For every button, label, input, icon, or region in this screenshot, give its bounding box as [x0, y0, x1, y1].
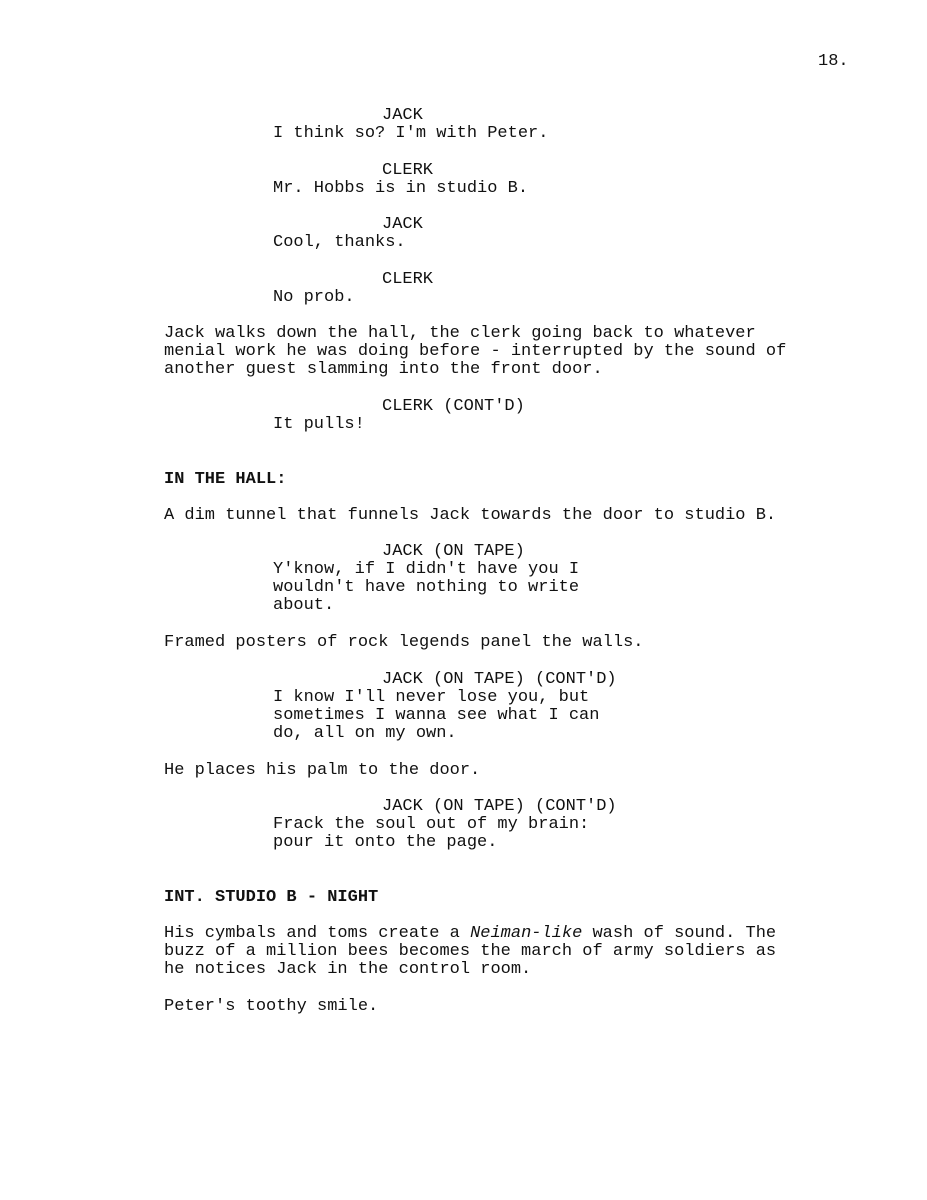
action-text: wash of sound. The buzz of a million bees becomes the march of army soldiers as he notices Jack in the control room. — [164, 924, 777, 980]
action-line: A dim tunnel that funnels Jack towards the door to studio B. — [164, 506, 777, 525]
character-name: JACK — [382, 106, 423, 125]
action-line: Peter's toothy smile. — [164, 997, 379, 1016]
scene-heading: IN THE HALL: — [164, 470, 287, 489]
action-line: Jack walks down the hall, the clerk going back to whatever menial work he was doing before - interrupted by the sound of another guest slamming into the front door. — [164, 324, 787, 380]
character-name: JACK (ON TAPE) (CONT'D) — [382, 797, 617, 816]
page-number: 18. — [818, 52, 849, 71]
dialogue: Frack the soul out of my brain: pour it onto the page. — [273, 815, 590, 853]
action-line — [164, 925, 776, 980]
emphasized-text: Neiman-like — [470, 924, 583, 943]
dialogue: No prob. — [273, 288, 355, 307]
dialogue: It pulls! — [273, 415, 365, 434]
dialogue: Mr. Hobbs is in studio B. — [273, 179, 529, 198]
action-line: Framed posters of rock legends panel the walls. — [164, 633, 644, 652]
dialogue: I think so? I'm with Peter. — [273, 124, 549, 143]
character-name: CLERK — [382, 161, 434, 180]
dialogue: I know I'll never lose you, but sometimes I wanna see what I can do, all on my own. — [273, 688, 600, 744]
character-name: JACK — [382, 215, 423, 234]
character-name: CLERK (CONT'D) — [382, 397, 525, 416]
character-name: CLERK — [382, 270, 434, 289]
character-name: JACK (ON TAPE) (CONT'D) — [382, 670, 617, 689]
action-line: He places his palm to the door. — [164, 761, 481, 780]
action-text: His cymbals and toms create a — [164, 924, 471, 943]
dialogue: Cool, thanks. — [273, 233, 406, 252]
character-name: JACK (ON TAPE) — [382, 542, 525, 561]
scene-heading: INT. STUDIO B - NIGHT — [164, 888, 379, 907]
dialogue: Y'know, if I didn't have you I wouldn't have nothing to write about. — [273, 560, 580, 616]
